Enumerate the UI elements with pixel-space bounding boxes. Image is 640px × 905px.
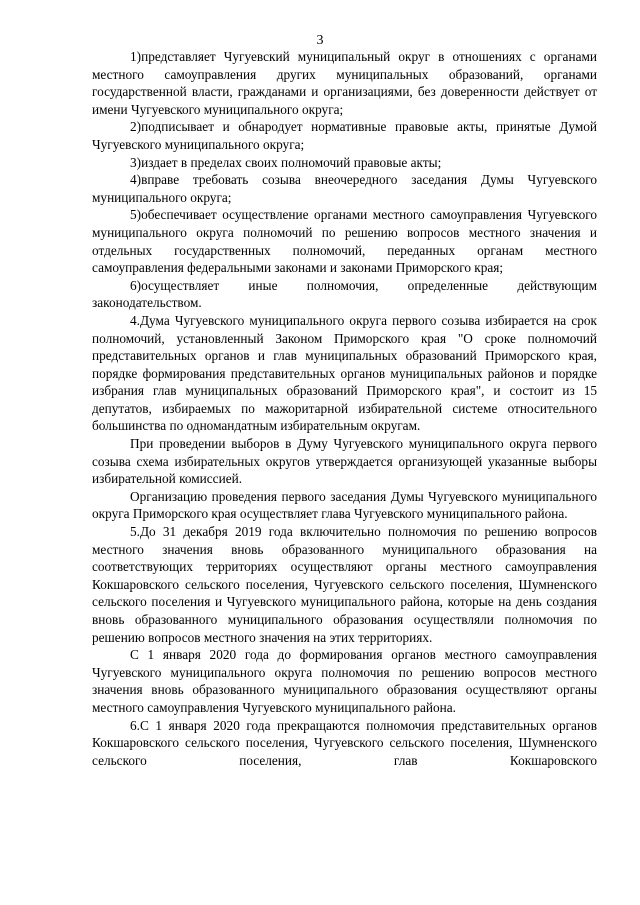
document-body — [92, 48, 597, 769]
paragraph-section-6: 6.С 1 января 2020 года прекращаются полномочия представительных органов Кокшаровского сельского поселения, Чугуевского сельского поселения, Шумненского сельского поселения, глав Кокшаровского — [92, 717, 597, 768]
paragraph-item-2: 2)подписывает и обнародует нормативные правовые акты, принятые Думой Чугуевского муниципального округа; — [92, 119, 597, 152]
paragraph-elections-scheme: При проведении выборов в Думу Чугуевского муниципального округа первого созыва схема избирательных округов утверждается организующей указанные выборы избирательной комиссией. — [92, 436, 597, 487]
paragraph-item-5: 5)обеспечивает осуществление органами местного самоуправления Чугуевского муниципального округа полномочий по решению вопросов местного значения и отдельных государственных полномочий, переданных органам местного самоуправления федеральными законами и законами Приморского края; — [92, 207, 597, 276]
page-number: 3 — [316, 33, 324, 48]
paragraph-item-4: 4)вправе требовать созыва внеочередного заседания Думы Чугуевского муниципального округа; — [92, 172, 597, 205]
paragraph-item-6: 6)осуществляет иные полномочия, определенные действующим законодательством. — [92, 277, 597, 311]
paragraph-first-session: Организацию проведения первого заседания Думы Чугуевского муниципального округа Приморского края осуществляет глава Чугуевского муниципального района. — [92, 488, 597, 522]
paragraph-item-1: 1)представляет Чугуевский муниципальный округ в отношениях с органами местного самоуправления других муниципальных образований, органами государственной власти, гражданами и организациями, без доверенности действует от имени Чугуевского муниципального округа; — [92, 49, 597, 117]
paragraph-from-2020: С 1 января 2020 года до формирования органов местного самоуправления Чугуевского муниципального округа полномочия по решению вопросов местного значения вновь образованного муниципального образования осуществляют органы местного самоуправления Чугуевского муниципального района. — [92, 647, 597, 715]
paragraph-item-3: 3)издает в пределах своих полномочий правовые акты; — [130, 154, 442, 170]
paragraph-section-4: 4.Дума Чугуевского муниципального округа первого созыва избирается на срок полномочий, установленный Законом Приморского края "О сроке полномочий представительных органов и глав муниципальных образований Приморского края, порядке формирования представительных органов муниципальных районов и порядке избрания глав муниципальных образований Приморского края", и состоит из 15 депутатов, избираемых по мажоритарной избирательной системе относительного большинства по одномандатным избирательным округам. — [92, 312, 597, 434]
paragraph-section-5: 5.До 31 декабря 2019 года включительно полномочия по решению вопросов местного значения вновь образованного муниципального образования на соответствующих территориях осуществляют органы местного самоуправления Кокшаровского сельского поселения, Чугуевского сельского поселения, Шумненского сельского поселения и Чугуевского муниципального района, которые на день создания вновь образованного муниципального образования осуществляли полномочия по решению вопросов местного значения на этих территориях. — [92, 524, 597, 645]
